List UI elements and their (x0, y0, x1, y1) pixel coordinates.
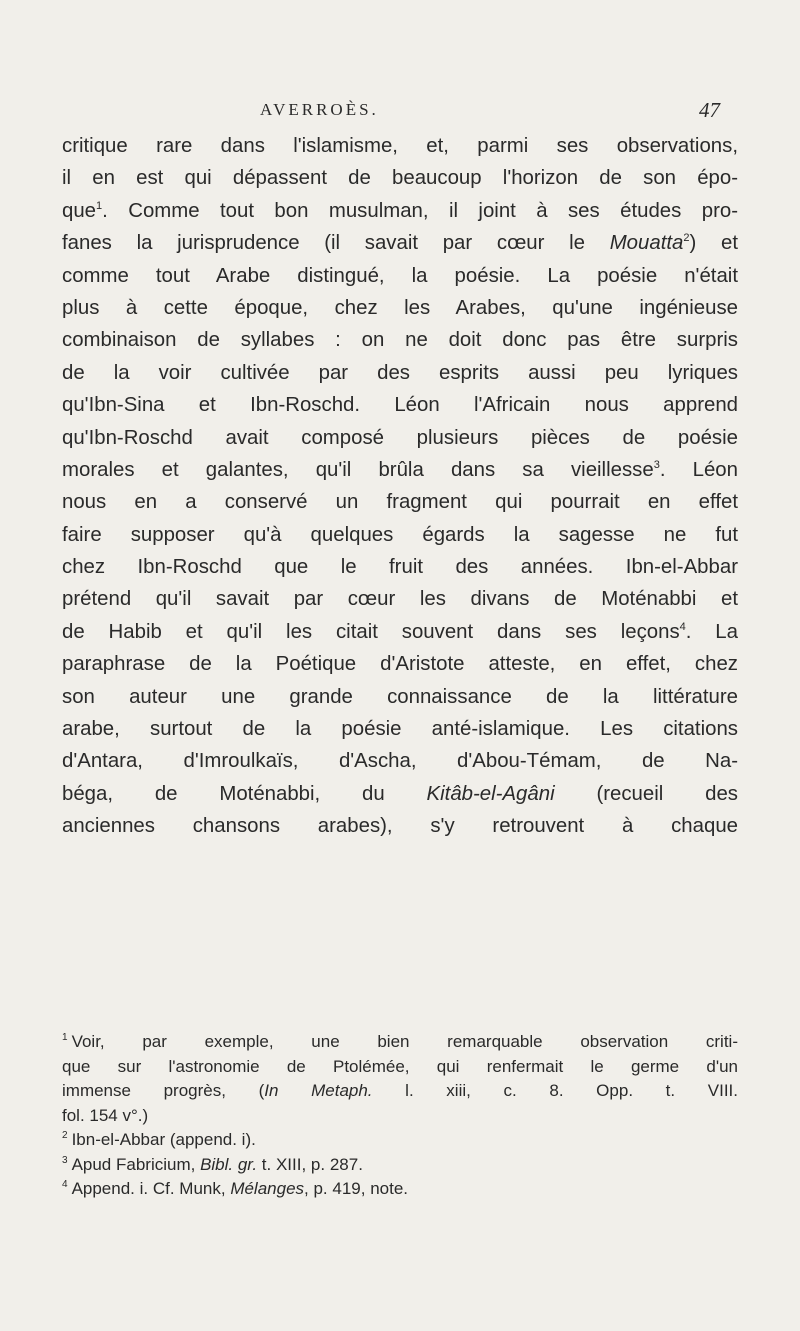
text-run: Voir, par exemple, une bien remarquable observation criti- (71, 1032, 738, 1051)
italic-title: Mouatta (609, 232, 684, 255)
body-line: qu'Ibn-Roschd avait composé plusieurs pièces de poésie (62, 426, 738, 449)
text-run: (recueil des (554, 782, 738, 805)
body-line (62, 616, 738, 648)
text-run: que (62, 199, 97, 222)
body-line: qu'Ibn-Sina et Ibn-Roschd. Léon l'Africain nous apprend (62, 394, 738, 417)
text-run: morales et galantes, qu'il brûla dans sa vieillesse (62, 458, 654, 481)
body-line (62, 778, 738, 810)
footnotes (62, 1030, 738, 1202)
footnote-ref: 3 (653, 459, 660, 472)
text-run: Append. i. Cf. Munk, (71, 1179, 231, 1198)
footnote-ref: 4 (679, 621, 686, 634)
text-run: . La (685, 620, 738, 643)
footnote-1-cont: que sur l'astronomie de Ptolémée, qui renfermait le germe d'un (62, 1056, 738, 1076)
body-line: faire supposer qu'à quelques égards la sagesse ne fut (62, 523, 738, 546)
body-line: chez Ibn-Roschd que le fruit des années. Ibn-el-Abbar (62, 556, 738, 579)
italic-title: In Metaph. (264, 1081, 373, 1100)
text-run: Apud Fabricium, (71, 1154, 201, 1174)
body-line: arabe, surtout de la poésie anté-islamique. Les citations (62, 718, 738, 741)
text-run: ) et (689, 232, 738, 255)
body-line (62, 227, 738, 259)
body-line: nous en a conservé un fragment qui pourrait en effet (62, 491, 738, 514)
body-line: d'Antara, d'Imroulkaïs, d'Ascha, d'Abou-Témam, de Na- (62, 750, 738, 773)
footnote-marker: 2 (62, 1130, 68, 1142)
body-line: son auteur une grande connaissance de la littérature (62, 685, 738, 708)
body-line: paraphrase de la Poétique d'Aristote atteste, en effet, chez (62, 653, 738, 676)
body-line: plus à cette époque, chez les Arabes, qu'une ingénieuse (62, 296, 738, 319)
footnote-marker: 3 (62, 1154, 68, 1166)
footnote-marker: 4 (62, 1179, 68, 1191)
text-run: immense progrès, ( (62, 1081, 265, 1100)
body-line: comme tout Arabe distingué, la poésie. La poésie n'était (62, 264, 738, 287)
italic-title: Mélanges (230, 1179, 305, 1198)
text-run: . Comme tout bon musulman, il joint à ses études pro- (102, 199, 738, 222)
italic-title: Kitâb-el-Agâni (426, 782, 555, 805)
text-run: . Léon (659, 458, 738, 481)
italic-title: Bibl. gr. (200, 1154, 258, 1174)
body-line: combinaison de syllabes : on ne doit donc pas être surpris (62, 329, 738, 352)
footnote-1-cont (62, 1079, 738, 1104)
footnote-ref: 2 (683, 232, 690, 245)
text-run: Ibn-el-Abbar (append. i). (71, 1130, 256, 1149)
footnote-4 (62, 1177, 738, 1202)
body-line: il en est qui dépassent de beaucoup l'horizon de son épo- (62, 167, 738, 190)
text-run: , p. 419, note. (304, 1179, 408, 1198)
footnote-ref: 1 (96, 199, 103, 212)
body-line (62, 195, 738, 227)
body-line (62, 454, 738, 486)
footnote-1 (62, 1030, 738, 1055)
page-number: 47 (699, 98, 720, 122)
body-line: critique rare dans l'islamisme, et, parmi ses observations, (62, 135, 738, 157)
running-head (0, 100, 800, 130)
text-run: béga, de Moténabbi, du (62, 782, 427, 805)
footnote-3 (62, 1153, 738, 1178)
body-line: anciennes chansons arabes), s'y retrouvent à chaque (62, 815, 738, 838)
text-run: fanes la jurisprudence (il savait par cœur le (62, 232, 610, 255)
text-run: t. XIII, p. 287. (257, 1154, 363, 1174)
footnote-1-cont: fol. 154 v°.) (62, 1105, 149, 1125)
body-line: prétend qu'il savait par cœur les divans de Moténabbi et (62, 588, 738, 611)
body-text (62, 130, 738, 843)
footnote-2 (62, 1128, 738, 1153)
running-title: AVERROÈS. (260, 100, 379, 119)
body-line: de la voir cultivée par des esprits aussi peu lyriques (62, 361, 738, 384)
text-run: l. xiii, c. 8. Opp. t. VIII. (372, 1081, 739, 1100)
footnote-marker: 1 (62, 1032, 68, 1044)
text-run: de Habib et qu'il les citait souvent dans ses leçons (62, 620, 680, 643)
